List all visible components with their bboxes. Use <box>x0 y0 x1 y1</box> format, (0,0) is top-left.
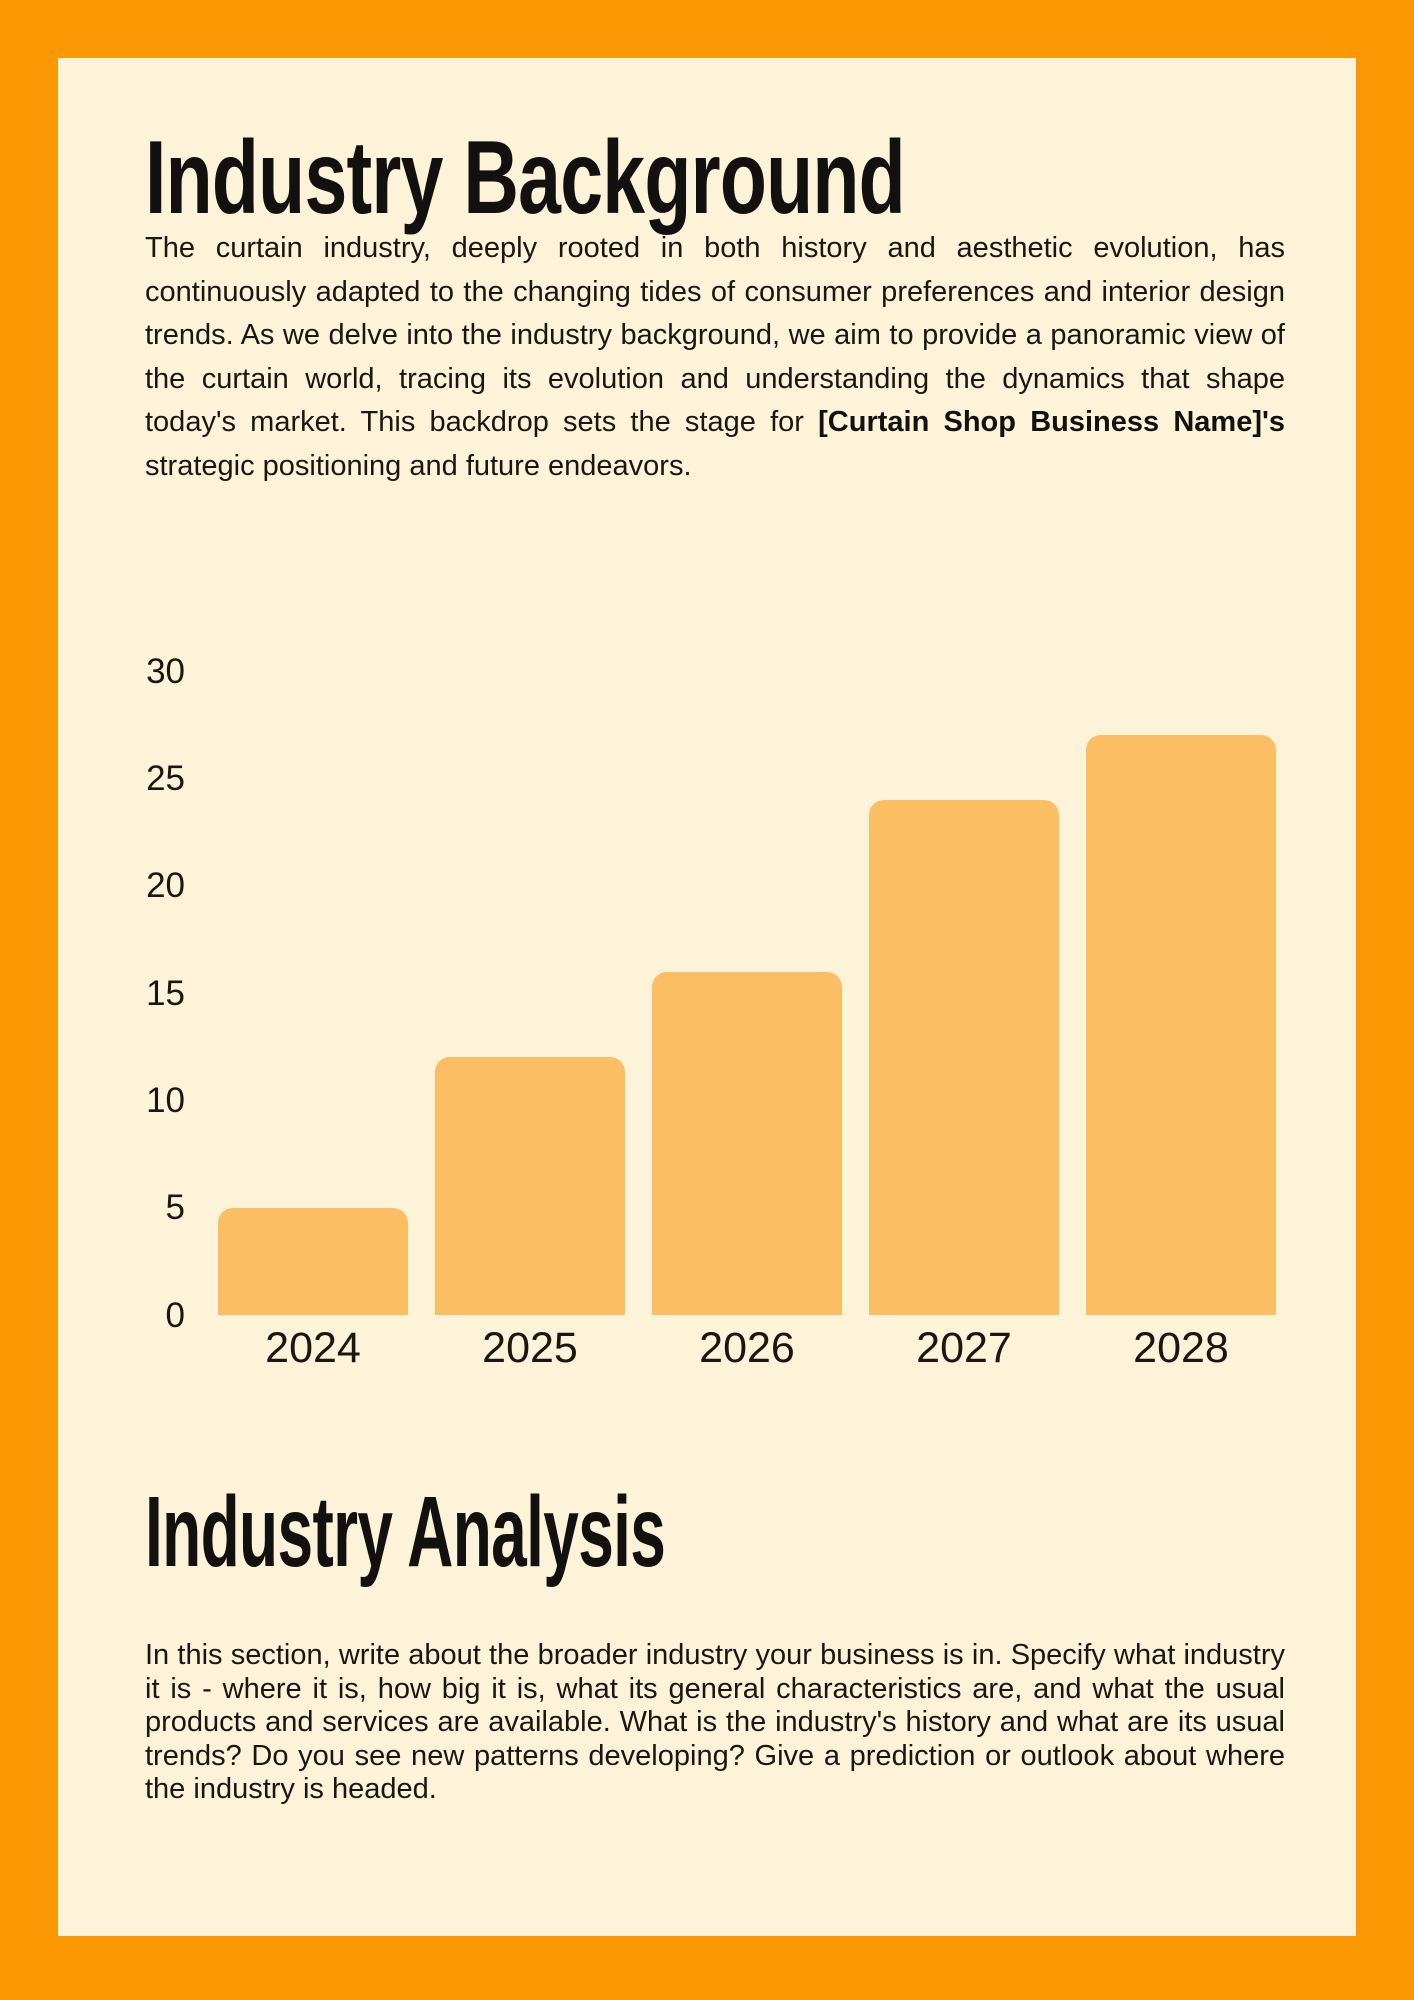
chart-bars <box>218 671 1276 1315</box>
business-name-placeholder: [Curtain Shop Business Name]'s <box>818 406 1285 438</box>
y-tick-15: 15 <box>146 973 185 1013</box>
page-content <box>58 58 1356 1936</box>
bar-2024 <box>218 1208 408 1315</box>
y-tick-20: 20 <box>146 866 185 906</box>
industry-background-paragraph-lead: The curtain industry, deeply rooted in both history and aesthetic evolution, has continuously adapted to the changing tides of consumer preferences and interior design trends. As we delve into the industry background, we aim to provide a panoramic view of the curtain world, tracing its evolution and understanding the dynamics that shape today's market. This backdrop sets the stage for <box>145 232 1285 438</box>
bar-2026 <box>652 972 842 1315</box>
bar-2028 <box>1086 735 1276 1315</box>
x-label-2027: 2027 <box>916 1324 1012 1372</box>
industry-analysis-title-text: Industry Analysis <box>145 1476 666 1588</box>
x-label-2028: 2028 <box>1133 1324 1229 1372</box>
industry-analysis-title <box>145 1476 958 1588</box>
y-tick-30: 30 <box>146 651 185 691</box>
industry-background-paragraph-tail: strategic positioning and future endeavors. <box>145 449 692 482</box>
y-tick-5: 5 <box>165 1188 185 1228</box>
bar-2027 <box>869 800 1059 1315</box>
industry-analysis-paragraph: In this section, write about the broader industry your business is in. Specify what industry it is - where it is, how big it is, what its general characteristics are, and what the usual products and services are available. What is the industry's history and what are its usual trends? Do you see new patterns developing? Give a prediction or outlook about where the industry is headed. <box>145 1639 1285 1805</box>
industry-background-title-text: Industry Background <box>145 120 905 236</box>
y-tick-10: 10 <box>146 1080 185 1120</box>
x-label-2024: 2024 <box>265 1324 361 1372</box>
x-label-2025: 2025 <box>482 1324 578 1372</box>
chart-x-axis <box>218 1324 1276 1372</box>
y-tick-25: 25 <box>146 758 185 798</box>
x-label-2026: 2026 <box>699 1324 795 1372</box>
bar-2025 <box>435 1057 625 1315</box>
y-tick-0: 0 <box>165 1295 185 1335</box>
